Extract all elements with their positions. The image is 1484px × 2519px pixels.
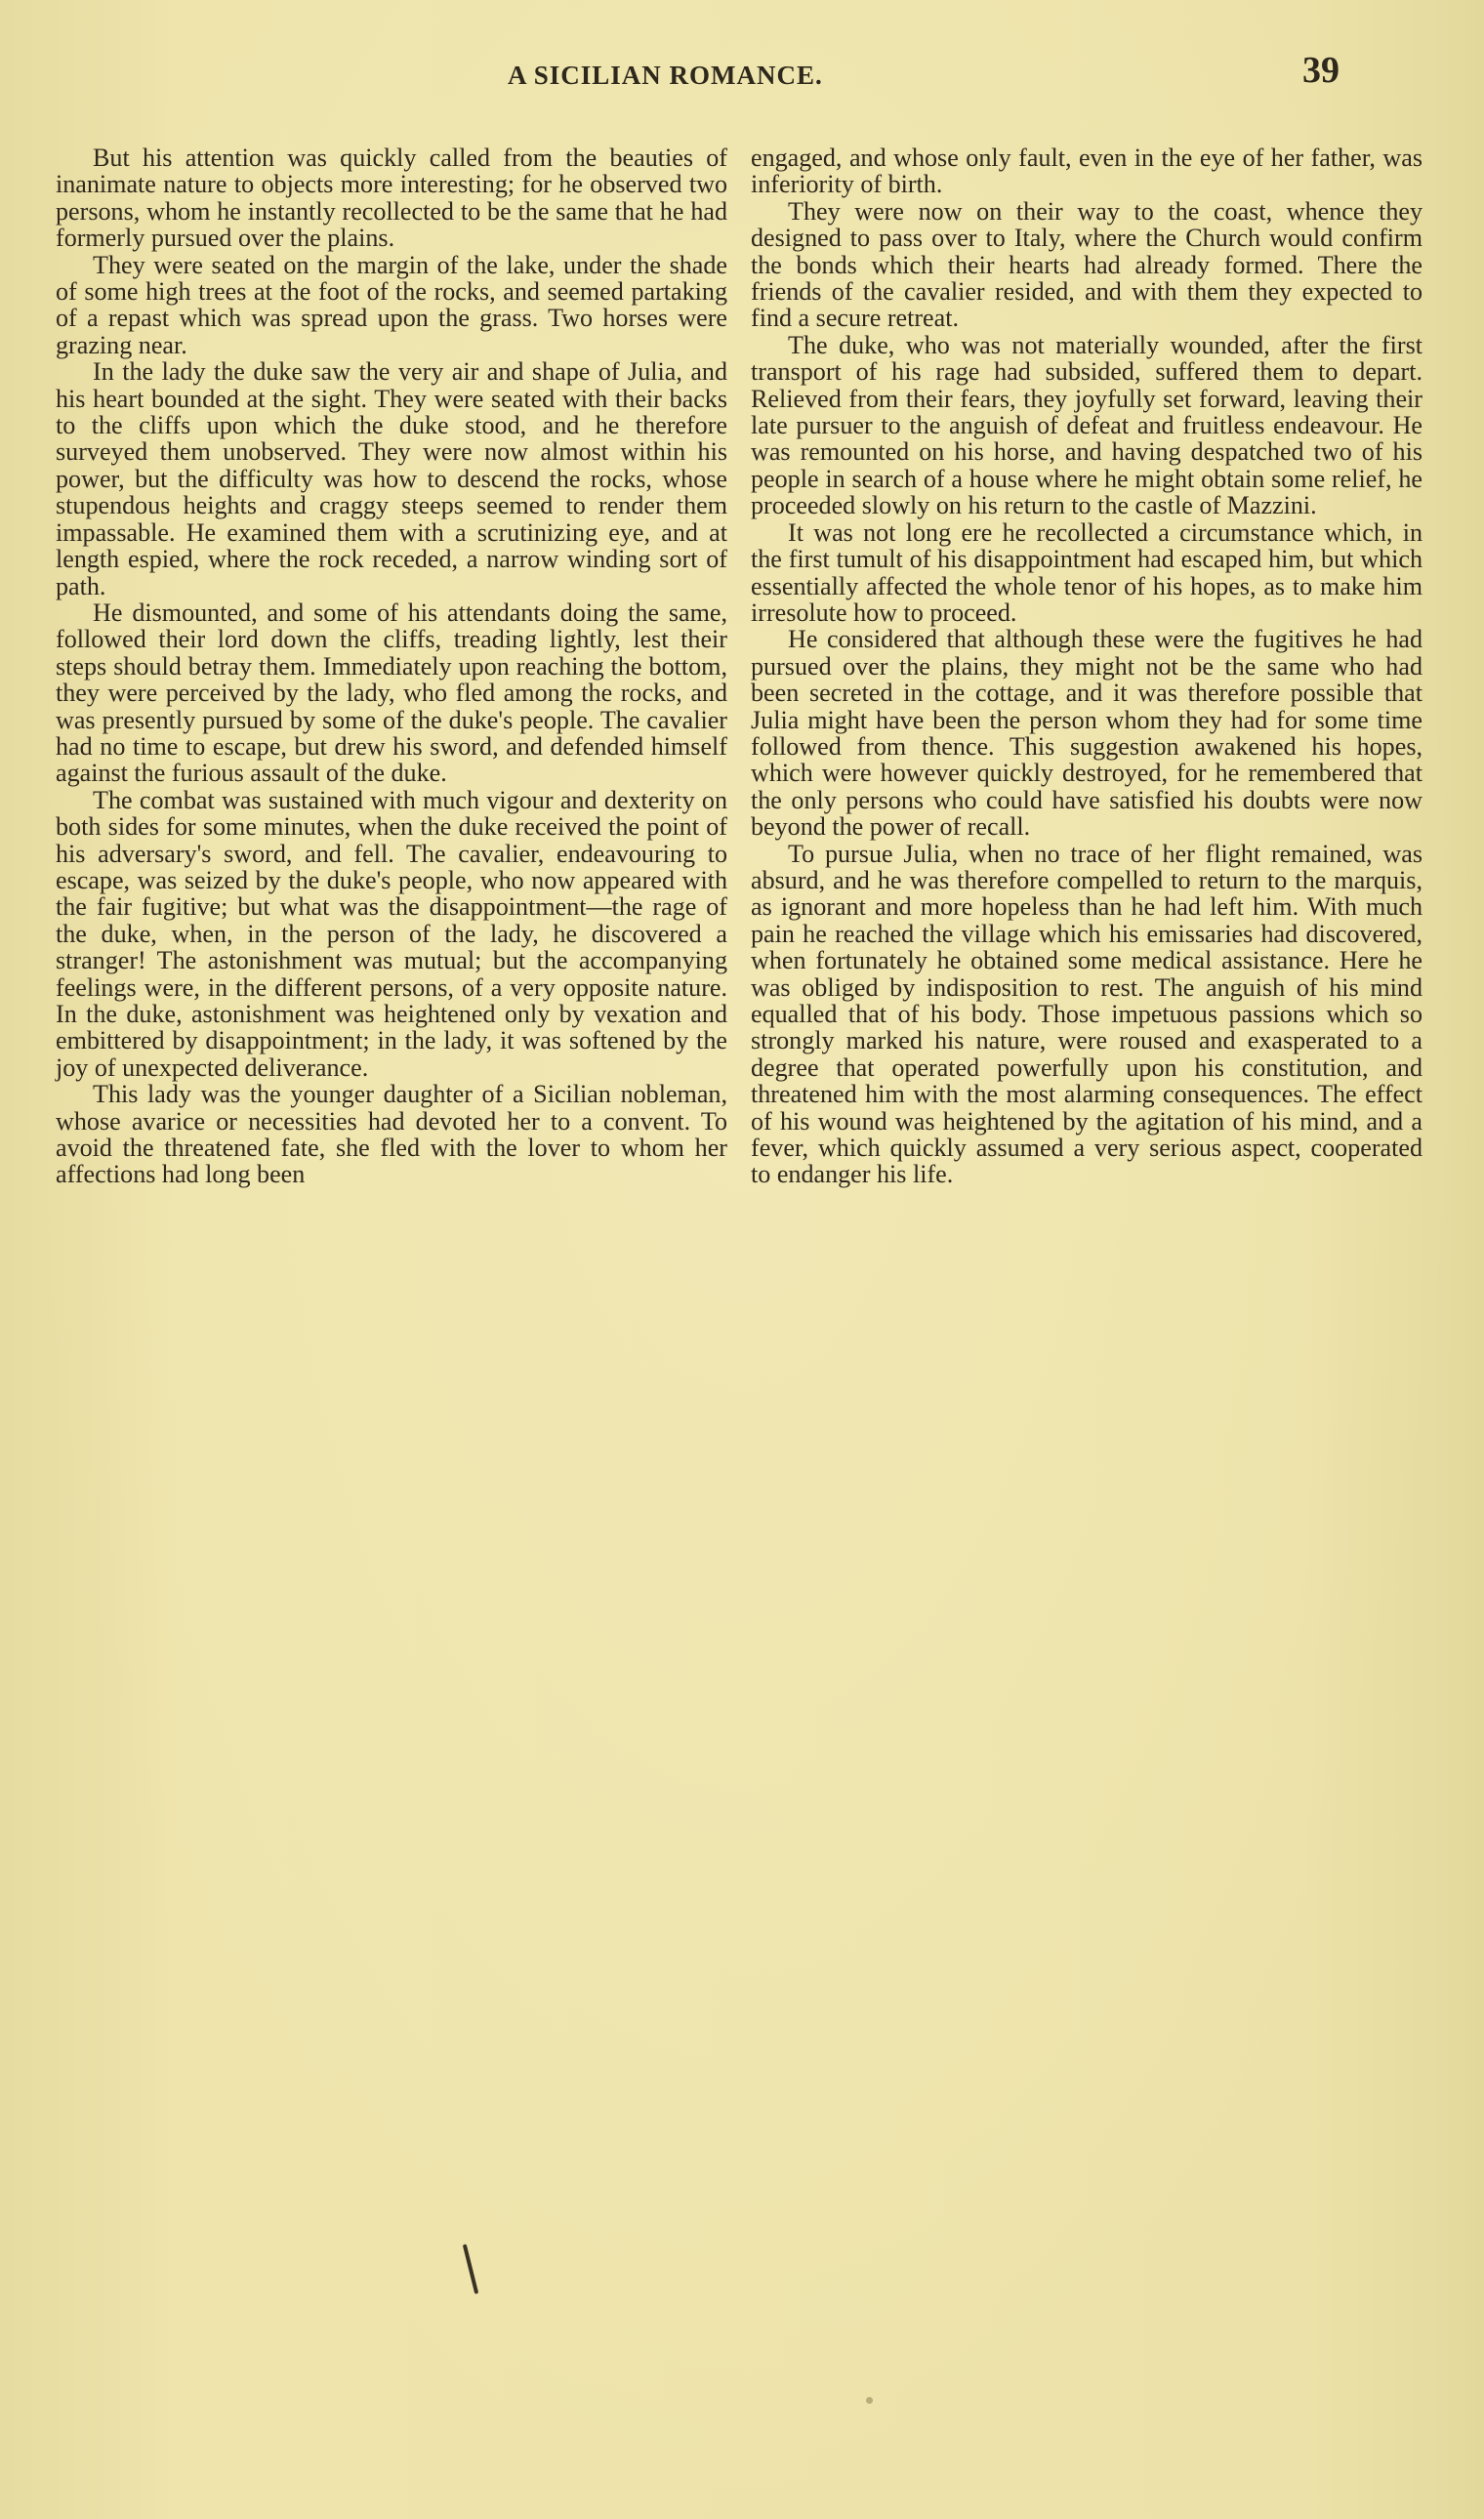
paragraph: To pursue Julia, when no trace of her flight remained, was absurd, and he was therefore compelled to return to the marquis, as ignorant and more hopeless than he had left him. With much pain he reached the village which his emissaries had discovered, when fortunately he obtained some medical assistance. Here he was obliged by indisposition to rest. The anguish of his mind equalled that of his body. Those impetuous passions which so strongly marked his nature, were roused and exasperated to a degree that operated powerfully upon his constitution, and threatened him with the most alarming consequences. The effect of his wound was heightened by the agitation of his mind, and a fever, which quickly assumed a very serious aspect, cooperated to endanger his life. [751,839,1422,1189]
paragraph: But his attention was quickly called from the beauties of inanimate nature to objects more interesting; for he observed two persons, whom he instantly recollected to be the same that he had formerly pursued over the plains. [56,144,727,253]
paragraph: In the lady the duke saw the very air and shape of Julia, and his heart bounded at the sight. They were seated with their backs to the cliffs upon which the duke stood, and he therefore surveyed them unobserved. They were now almost within his power, but the difficulty was how to descend the rocks, whose stupendous heights and craggy steeps seemed to render them impassable. He examined them with a scrutinizing eye, and at length espied, where the rock receded, a narrow winding sort of path. [56,357,727,600]
ink-mark [463,2244,478,2293]
paragraph: The combat was sustained with much vigour and dexterity on both sides for some minutes, when the duke received the point of his adversary's sword, and fell. The cavalier, endeavouring to escape, was seized by the duke's people, who now appeared with the fair fugitive; but what was the disappointment—the rage of the duke, when, in the person of the lady, he discovered a stranger! The astonishment was mutual; but the accompanying feelings were, in the different persons, of a very opposite nature. In the duke, astonishment was heightened only by vexation and embittered by disappointment; in the lady, it was softened by the joy of unexpected deliverance. [56,785,727,1082]
running-head: A SICILIAN ROMANCE. [508,61,823,90]
paragraph: They were seated on the margin of the lake, under the shade of some high trees at the foot of the rocks, and seemed partaking of a repast which was spread upon the grass. Two horses were grazing near. [56,250,727,359]
left-text-column [56,145,727,1188]
paragraph: It was not long ere he recollected a circumstance which, in the first tumult of his disappointment had escaped him, but which essentially affected the whole tenor of his hopes, as to make him irresolute how to proceed. [751,517,1422,627]
right-text-column [751,145,1422,1188]
page-number: 39 [1302,50,1340,91]
paragraph-continued: engaged, and whose only fault, even in the eye of her father, was inferiority of birth. [751,144,1422,199]
paragraph: This lady was the younger daughter of a Sicilian nobleman, whose avarice or necessities had devoted her to a convent. To avoid the threatened fate, she fled with the lover to whom her affections had long been [56,1080,727,1189]
paper-speck [866,2397,873,2404]
paragraph: The duke, who was not materially wounded, after the first transport of his rage had subsided, suffered them to depart. Relieved from their fears, they joyfully set forward, leaving their late pursuer to the anguish of defeat and fruitless endeavour. He was remounted on his horse, and having despatched two of his people in search of a house where he might obtain some relief, he proceeded slowly on his return to the castle of Mazzini. [751,330,1422,520]
paragraph: He dismounted, and some of his attendants doing the same, followed their lord down the cliffs, treading lightly, lest their steps should betray them. Immediately upon reaching the bottom, they were perceived by the lady, who fled among the rocks, and was presently pursued by some of the duke's people. The cavalier had no time to escape, but drew his sword, and defended himself against the furious assault of the duke. [56,598,727,788]
paragraph: They were now on their way to the coast, whence they designed to pass over to Italy, where the Church would confirm the bonds which their hearts had already formed. There the friends of the cavalier resided, and with them they expected to find a secure retreat. [751,196,1422,333]
paragraph: He considered that although these were the fugitives he had pursued over the plains, they might not be the same who had been secreted in the cottage, and it was therefore possible that Julia might have been the person whom they had for some time followed from thence. This suggestion awakened his hopes, which were however quickly destroyed, for he remembered that the only persons who could have satisfied his doubts were now beyond the power of recall. [751,625,1422,842]
